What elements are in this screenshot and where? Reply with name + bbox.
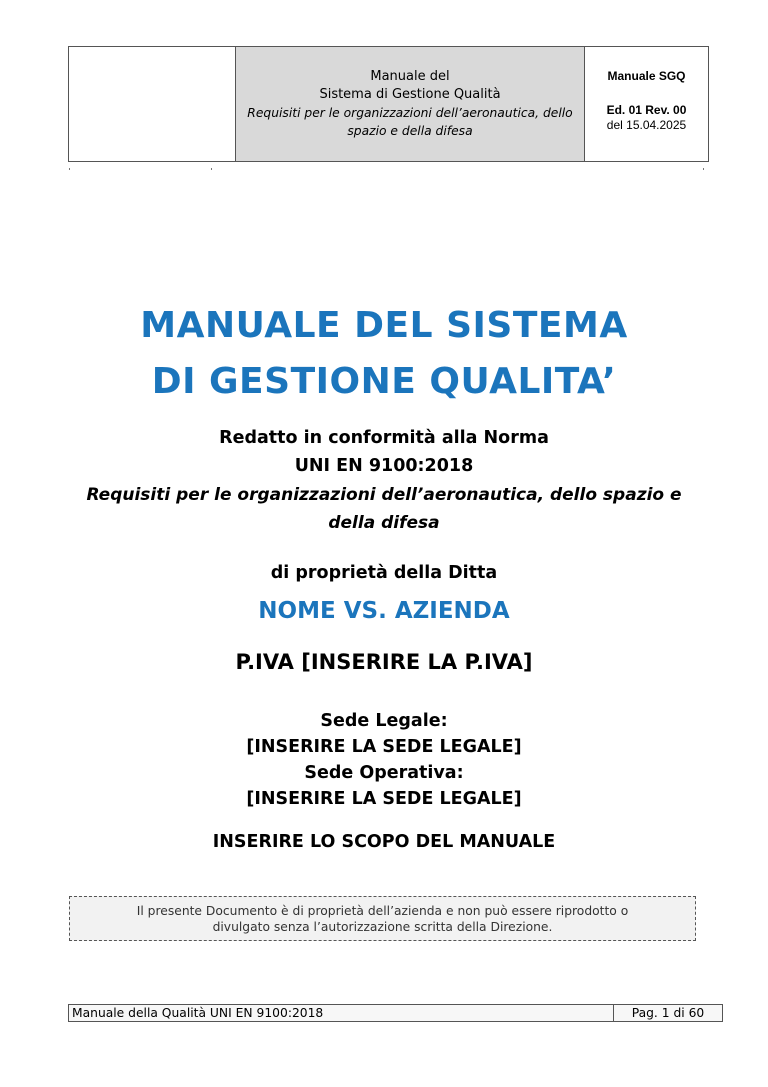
- manual-scope: INSERIRE LO SCOPO DEL MANUALE: [212, 832, 556, 852]
- logo-cell: [69, 47, 236, 161]
- operating-office-value: [INSERIRE LA SEDE LEGALE]: [246, 789, 522, 809]
- standard-name: UNI EN 9100:2018: [294, 456, 474, 476]
- document-header: [68, 46, 709, 162]
- copyright-disclaimer: [69, 896, 696, 941]
- revision-date: del 15.04.2025: [606, 118, 687, 132]
- disclaimer-line2: divulgato senza l’autorizzazione scritta della Direzione.: [212, 920, 553, 934]
- document-footer: [68, 1004, 723, 1022]
- document-code: Manuale SGQ: [607, 69, 686, 83]
- header-meta-cell: [585, 47, 708, 161]
- header-subtitle-line1: Requisiti per le organizzazioni dell’aeronautica, dello: [247, 106, 573, 120]
- header-subtitle-line2: spazio e della difesa: [347, 124, 473, 138]
- header-tick: [703, 168, 704, 170]
- ownership-statement: di proprietà della Ditta: [270, 563, 498, 583]
- vat-number: P.IVA [INSERIRE LA P.IVA]: [235, 650, 533, 674]
- main-title-line2: DI GESTIONE QUALITA’: [151, 361, 617, 402]
- conformity-statement: Redatto in conformità alla Norma: [219, 428, 549, 448]
- standard-subtitle-line2: della difesa: [328, 513, 440, 533]
- standard-subtitle-line1: Requisiti per le organizzazioni dell’aeronautica, dello spazio e: [86, 485, 682, 505]
- header-title-line2: Sistema di Gestione Qualità: [319, 87, 501, 102]
- registered-office-label: Sede Legale:: [320, 711, 448, 731]
- page-number: Pag. 1 di 60: [631, 1006, 705, 1020]
- header-title-line1: Manuale del: [370, 69, 450, 84]
- main-title-line1: MANUALE DEL SISTEMA: [140, 305, 628, 346]
- header-tick: [69, 168, 70, 170]
- disclaimer-line1: Il presente Documento è di proprietà dell’azienda e non può essere riprodotto o: [136, 904, 629, 918]
- registered-office-value: [INSERIRE LA SEDE LEGALE]: [246, 737, 522, 757]
- edition-revision: Ed. 01 Rev. 00: [606, 103, 687, 117]
- footer-document-name: Manuale della Qualità UNI EN 9100:2018: [69, 1005, 614, 1021]
- header-title-cell: [236, 47, 585, 161]
- header-tick: [211, 168, 212, 170]
- operating-office-label: Sede Operativa:: [304, 763, 464, 783]
- company-name: NOME VS. AZIENDA: [258, 598, 510, 624]
